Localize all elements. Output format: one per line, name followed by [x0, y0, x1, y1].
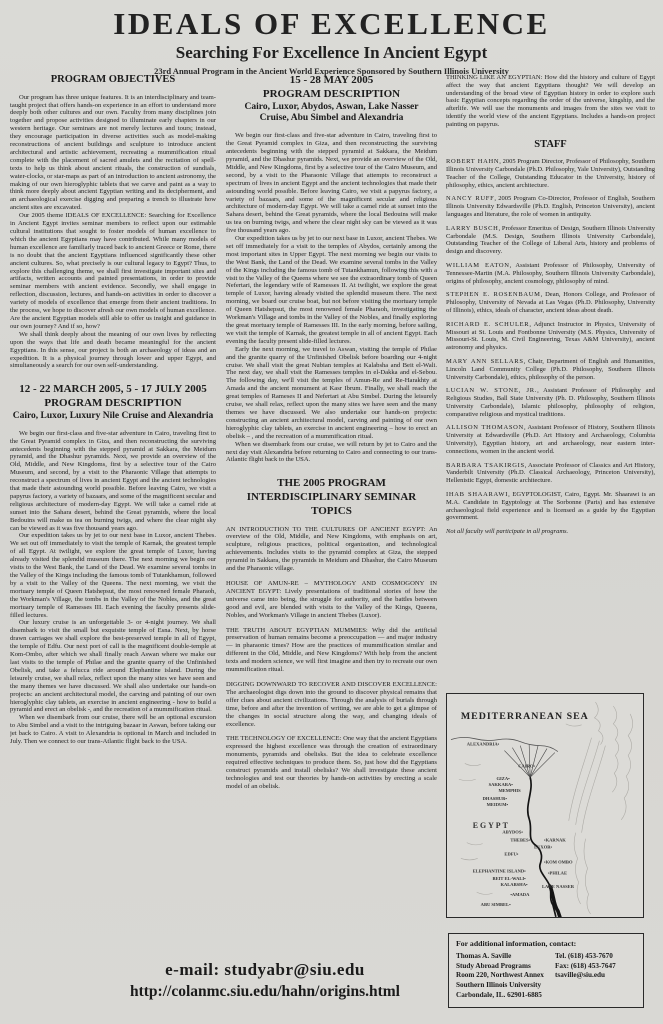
paragraph: Early the next morning, we travel to Aswan, visiting the temple of Philae and the granite quarry of the Unfinished Obelisk before boarding our 4-night cruise. We shall visit the great Nubian temples at Kalabsha and Beit el-Wali. The next day, we shall visit the Ramesses temples in el-Dakka and el-Sebou. The following day, we'll visit the temples of Amun-Re and Re-Harakhty at Amada and the ancient monument at Kasr Ibrum. Finally, we shall reach the great temples of Rameses II and Nefertari at Abu Simbel. During the leisurely cruise, we shall relax, reflect upon the many sites we have seen and the many themes we have discussed. We also undertake our hands-on projects: constructing an ancient architectural model, carving and painting of our own hieroglyphic clay tablets, an exercise in ancient engineering – how to erect an obelisk – , and the recreation of a mummification ritual.	[226, 345, 437, 440]
paragraph: Our program has three unique features. It is an interdisciplinary and team-taught project that offers hands-on experience in an effort to understand more deeply both other cultures and our own. Faculty from many disciplines join together and propose activities designed to illuminate early chapters in our western heritage. Our seminars are not merely lectures and tours; instead, they encourage participation in diverse activities such as model-making reconstructions of ancient buildings and sculpture to introduce ancient architectural and artistic achievement, recreating a mummification ritual complete with the placement of sacred amulets and the recitation of spell-texts to help us think about ancient rituals, the construction of sundials, water-clocks, or star-maps as part of an introduction to ancient astronomy, the making of our own hieroglyphic tablets that we carve and paint as a way to think more deeply about ancient Egyptian writing and its decipherment, and an archaeological exercise digging and preparing a trench to illustrate how ancient sites are excavated.	[10, 93, 216, 212]
section-heading-staff: STAFF	[534, 138, 567, 150]
header	[0, 6, 663, 76]
contact-department: Study Abroad Programs	[456, 961, 531, 970]
seminar-topic: THE TECHNOLOGY OF EXCELLENCE: One way that the ancient Egyptians expressed the highest excellence was through the creation of extraordinary monuments, pyramids and obelisks. But the idea to celebrate excellence required effective techniques to produce them. So, just how did the Egyptians construct pyramids and install obelisks? We shall investigate these ancient technologies and test our theories by hands-on activities by erecting a scale model of an obelisk.	[226, 735, 437, 790]
contact-city: Carbondale, IL. 62901-6885	[456, 990, 542, 999]
map-label: SAKKARA•	[488, 782, 513, 788]
map-label: ABU SIMBEL•	[480, 901, 511, 907]
footer-url: http://colanmc.siu.edu/hahn/origins.html	[129, 983, 400, 1000]
map-label: EDFU•	[504, 851, 519, 857]
paragraph: Our expedition takes us by jet to our next base in Luxor, ancient Thebes. We set off immediately for a visit to the temples of Abydos, certainly among the most important sites in Upper Egypt. The next morning we begin our visits to the West Bank, the Land of the Dead. We examine several tombs in the Valley of the Kings including the famous tomb of Tutankhamun, following this with a visit to the Valley of the Queens where we see the extraordinary tomb of Queen Nefertari, the legendary wife of Ramesses II. At twilight, we explore the great temple of Luxor, having already visited the splendid museum there. The next morning, we board our cruise boat, but not before visiting the mortuary temple of Queen Hatshepsut, the most renowned female Pharaoh, investigating the Workman's Village and tombs in the Valley of the Nobles, and finally exploring the great mortuary temple of Ramesses III. In the early morning, before sailing, we visit the temple of Karnak, the greatest temple in all of ancient Egypt. Each evening the faculty present slide-filled lectures.	[226, 235, 437, 345]
egypt-map	[446, 693, 644, 918]
nile-delta	[504, 745, 554, 778]
map-label: •KOM OMBO	[544, 859, 573, 865]
staff-details: , Adjunct Instructor in Physics, University of Missouri at St. Louis and Fontbonne University (M.S. Physics, University of Missouri-St. Louis, M. Civil Engineering, Texas A&M University), ancient astronomy and physics.	[446, 320, 655, 352]
map-label: THEBES•	[510, 837, 531, 843]
faculty-note: Not all faculty will participate in all programs.	[446, 528, 569, 536]
map-label: LUXOR•	[534, 844, 553, 850]
paragraph: We begin our first-class and five-star adventure in Cairo, traveling first to the Great Pyramid complex in Giza, and then reconstructing the surviving antecedents beginning with the stepped pyramid at Sakkara, the Meidum pyramid, and the Dhashur pyramids. Next, we provide an overview of the Old, Middle, and New Kingdoms, first by a selective tour of the Cairo Museum, and second, by a visit to the Pharaonic Village that attempts to reconstruct a spectrum of lives in ancient Egypt and the ancient technologies that made their astounding world possible. Before leaving Cairo, we visit a papyrus factory, a variety of bazaars, and some of the magnificent secular and religious architecture of modern-day Egypt. We will take a camel ride at sunset into the Sahara desert, behind the Great pyramids, where the local Bedouins will make us tea on burning twigs, and where the clear night sky can be viewed as it was five thousand years ago.	[10, 429, 216, 532]
column-program-objectives	[10, 70, 216, 746]
staff-details: , Associate Professor of Classics and Art History, Vanderbilt University (Ph.D. Classical Archaeology, Princeton University), Hellenistic Egypt, domestic architecture.	[446, 461, 655, 485]
staff-entry	[446, 358, 655, 381]
terrain-sketch	[459, 702, 633, 914]
staff-entry	[446, 195, 655, 218]
staff-name: LUCIAN W. STONE, JR.	[446, 387, 538, 395]
map-label: •AMADA	[510, 892, 530, 898]
footer-email: e-mail: studyabr@siu.edu	[165, 960, 365, 979]
contact-name: Thomas A. Saville	[456, 952, 512, 960]
contact-fax: Fax: (618) 453-7647	[555, 961, 616, 970]
column-may-program	[226, 70, 437, 798]
staff-details: , 2005 Program Director, Professor of Philosophy, Southern Illinois University Carbondale (Ph.D. Philosophy, Yale University), Outstanding Teacher of the College, Outstanding Educator in the University, history of philosophy, ethics, ancient architecture.	[446, 158, 655, 189]
staff-name: WILLIAM EATON	[446, 261, 510, 269]
map-label: MEIDUM•	[486, 801, 509, 807]
map-label: LAKE NASSER	[542, 884, 574, 890]
heading-may-program-description: PROGRAM DESCRIPTION	[262, 87, 401, 100]
seminar-topic: THE TRUTH ABOUT EGYPTIAN MUMMIES: Why did the artificial preservation of human remains become a preoccupation — and major industry — in pharaonic times? How are the practices of mummification similar and different in the Old, Middle, and New Kingdoms? With help from the ancient texts and modern science, we will first imagine and then try to recreate our own mummification ritual.	[226, 626, 437, 674]
seminar-topic: AN INTRODUCTION TO THE CULTURES OF ANCIENT EGYPT: An overview of the Old, Middle, and New Kingdoms, with emphasis on art, sculpture, religious practices, political organization, and technological achievements. Includes visits to the pyramid complex at Giza, the stepped pyramid in Sakkara, the pyramids in Meidum and Dhashur, the Cairo Museum and the Pharaonic village.	[226, 525, 437, 573]
staff-name: IHAB SHAARAWI	[446, 491, 509, 499]
staff-entry	[446, 462, 655, 485]
heading-may-dates: 15 - 28 MAY 2005	[289, 74, 374, 86]
heading-seminar-topics-1: THE 2005 PROGRAM	[277, 477, 386, 490]
paragraph: Our 2005 theme IDEALS OF EXCELLENCE: Searching for Excellence in Ancient Egypt invites seminar members to reflect upon our estimable cultural institutions that sought to foster models of human excellence to which the ancient Egyptians may have contributed. While many models of human excellence are familiarly traced back to ancient Greece or Rome, there is no doubt that the ancient Egyptians influenced significantly these other ancient cultures. So, what precisely is our cultural legacy to Egypt? Thus, to explore this challenging theme, we shall first investigate important sites and artifacts, written accounts and painted presentations, in order to provide seminar members with ancient evidence. Secondly, we shall engage in reflection, discussion, lectures, and hands-on activities in order to discover a variety of models of excellence that emerge from their ancient traditions. In the process, we hope to discover afresh our own models of human excellence. Are the ancient Egyptian models still able to offer us insight and guidance in our own journey? And if so, how?	[10, 212, 216, 330]
staff-entry	[446, 225, 655, 256]
footer	[40, 960, 490, 1001]
staff-details: , Professor Emeritus of Design, Southern Illinois University Carbondale (M.S. Design, Southern Illinois University Carbondale), Outstanding Teacher of the College of Liberal Arts, history and problems of design and discovery.	[446, 224, 655, 256]
staff-entry	[446, 321, 655, 352]
map-label: ABYDOS•	[502, 829, 523, 835]
staff-details: , Assistant Professor of Philosophy, University of Tennessee-Martin (M.A. Philosophy, Southern Illinois University Carbondale), origins of philosophy, ancient cosmology, philosophy of mind.	[446, 261, 655, 285]
staff-name: BARBARA TSAKIRGIS	[446, 461, 525, 469]
paragraph: Our luxury cruise is an unforgettable 3- or 4-night journey. We shall disembark to visit the small but exquisite temple of Esna. Next, by horse drawn carriages we shall explore the best-preserved temple in all of Egypt, the temple of Edfu. Our next port of call is the magnificent double-temple at Kom-Ombo, after which we shall finally reach Aswan where we make our last visits to the temple of Philae and the granite quarry of the Unfinished Obelisk, and take a felucca ride around Elephantine island. During the leisurely cruise, we shall relax, reflect upon the many sites we have seen and the many themes we have discussed. We shall also undertake our hands-on projects: an ancient architectural model, the carving and painting of our own hieroglyphic clay tablets, an exercise in ancient engineering - how to build a pyramid and erect an obelisk -, and the recreation of a mummification ritual.	[10, 619, 216, 714]
staff-entry	[446, 262, 655, 285]
page-title: IDEALS OF EXCELLENCE	[113, 6, 550, 41]
map-label: GIZA•	[496, 776, 510, 782]
staff-entry	[446, 291, 655, 314]
page-subtitle: Searching For Excellence In Ancient Egypt	[175, 43, 488, 62]
paragraph: We shall think deeply about the meaning of our own lives by reflecting upon the ways that life and death became meaningful for the ancient Egyptians. In this sense, our project is both an archaeology of ideas and an expedition. It is a physical journey through lower and upper Egypt, and simultaneously a search for our own self-understanding.	[10, 330, 216, 370]
staff-entry	[446, 424, 655, 455]
seminar-topic: HOUSE OF AMUN-RE – MYTHOLOGY AND COSMOGONY IN ANCIENT EGYPT: Lively presentations of traditional stories of how the universe came into being, the struggle for authority, and the battles between good and evil, are blended with visits to the Valley of the Kings, Queens, Nobles, and Workman's Village in ancient Thebes (Luxor).	[226, 580, 437, 619]
heading-may-route-1: Cairo, Luxor, Abydos, Aswan, Lake Nasser	[244, 101, 419, 112]
paragraph: When we disembark from our cruise, we will return by jet to Cairo and the next day visit Alexandria before returning to Cairo and connecting to our trans-Atlantic flight back to the USA.	[226, 440, 437, 464]
staff-name: STEPHEN E. ROSENBAUM	[446, 291, 541, 299]
seminar-topic-thinking: THINKING LIKE AN EGYPTIAN: How did the history and culture of Egypt affect the way that ancient Egyptians thought? We will develop an understanding of the broad view of Egyptian history in order to explore such basic Egyptian concepts regarding the order of the universe, kingship, and the afterlife. We will use the monuments and images from the sites we visit to identify the world view of the ancient Egyptians. Includes a hands-on project painting on papyrus.	[446, 74, 655, 128]
contact-phones	[555, 952, 636, 1001]
staff-name: NANCY RUFF	[446, 195, 495, 203]
map-label: •KARNAK	[544, 837, 566, 843]
map-label: DHASHUR•	[482, 796, 507, 802]
map-label: ALEXANDRIA•	[466, 741, 500, 747]
staff-name: MARY ANN SELLARS	[446, 357, 524, 365]
paragraph: When we disembark from our cruise, there will be an optional excursion to Abu Simbel and a visit to the intriguing bazaar in Aswan, before taking our jet back to Cairo. A visit to Alexandria is optional in March and included in July. Then we connect to our trans-Atlantic flight back to the USA.	[10, 714, 216, 746]
map-label: CAIRO•	[518, 763, 536, 769]
staff-details: , EGYPTOLOGIST, Cairo, Egypt. Mr. Shaarawi is an M.A. Candidate in Egyptology at The Sorbonne (Paris) and has extensive archaeological field experience and is licensed as a guide by the Egyptian government.	[446, 491, 655, 522]
paragraph: We begin our first-class and five-star adventure in Cairo, traveling first to the Great Pyramid complex in Giza, and then reconstructing the surviving antecedents beginning with the stepped pyramid at Sakkara, the Meidum pyramid, and the Dhashur pyramids. Next, we provide an overview of the Old, Middle, and New Kingdoms, first by a selective tour of the Cairo Museum, and second, by a visit to the Pharaonic Village that attempts to reconstruct a spectrum of lives in ancient Egypt and the ancient technologies that made their astounding world possible. Before leaving Cairo, we visit a papyrus factory, a variety of bazaars, and some of the magnificent secular and religious architecture of modern-day Egypt. We will take a camel ride at sunset into the Sahara desert, behind the Great pyramids, where the local Bedouins will make us tea on burning twigs, and where the clear night sky can be viewed as it was five thousand years ago.	[226, 132, 437, 235]
paragraph: Our expedition takes us by jet to our next base in Luxor, ancient Thebes. We set out off immediately to visit the temple of Karnak, the greatest temple of all Egypt. At twilight, we explore the great temple of Luxor, having already visited the splendid museum there. The next morning we begin our visits to the West Bank, the Land of the Dead. We examine several tombs in the Valley of the Kings including the famous tomb of Tutankhamun, followed by a visit to the Valley of the Queens. The next morning, we visit the mortuary temple of Queen Hatshepsut, the most renowned female Pharaoh, the Workman's Village, the tombs in the Valley of the Nobles, and the great mortuary temple of Ramesses III. Each evening the faculty presents slide-filled lectures.	[10, 532, 216, 619]
staff-entry	[446, 158, 655, 189]
staff-name: ROBERT HAHN	[446, 158, 500, 166]
contact-heading: For additional information, contact:	[456, 939, 577, 948]
column-staff	[446, 70, 655, 543]
map-label: BEIT EL-WALI•	[492, 876, 526, 882]
section-heading-program-objectives: PROGRAM OBJECTIVES	[50, 74, 176, 85]
staff-details: , Chair, Department of English and Humanities, Lincoln Land Community College (Ph.D. Philosophy, Southern Illinois University Carbondale), ethics, philosophy of the person.	[446, 357, 655, 381]
page-tagline: 23rd Annual Program in the Ancient World Experience Sponsored by Southern Illinois University	[154, 66, 509, 76]
staff-name: RICHARD E. SCHULER	[446, 320, 530, 328]
contact-tel: Tel. (618) 453-7670	[555, 952, 613, 960]
staff-details: , Assistant Professor of History, Southern Illinois University at Edwardsville (Ph.D. Art History and Archaeology, Columbia University), Egyptian history, art and archaeology, near eastern inter-connections, women in the ancient world.	[446, 424, 655, 455]
heading-march-route: Cairo, Luxor, Luxury Nile Cruise and Alexandria	[12, 410, 214, 421]
seminar-topic: DIGGING DOWNWARD TO RECOVER AND DISCOVER EXCELLENCE: The archaeologist digs down into the ground to discover physical remains that offer clues about ancient civilizations. Through the analysis of burials through time, before and after the invention of writing, we are able to get a glimpse of the changes in social structure along the way, and changing ideals of excellence.	[226, 680, 437, 728]
heading-march-july-dates: 12 - 22 MARCH 2005, 5 - 17 JULY 2005	[19, 383, 207, 396]
heading-march-program-description: PROGRAM DESCRIPTION	[44, 397, 182, 410]
map-label: •PHILAE	[547, 870, 568, 876]
heading-seminar-topics-2: INTERDISCIPLINARY SEMINAR TOPICS	[246, 491, 417, 517]
staff-entry	[446, 491, 655, 522]
contact-room: Room 220, Northwest Annex	[456, 971, 544, 980]
heading-may-route-2: Cruise, Abu Simbel and Alexandria	[259, 113, 404, 124]
staff-name: LARRY BUSCH	[446, 224, 499, 232]
staff-details: , Assistant Professor of Philosophy and Religious Studies, Ball State University (Ph. D. Philosophy, Southern Illinois University Carbondale), Islamic philosophy, philosophy of religion, comparative religious and mystical traditions.	[446, 387, 655, 418]
map-label: ELEPHANTINE ISLAND•	[472, 868, 526, 874]
contact-university: Southern Illinois University	[456, 981, 542, 990]
map-label-egypt: EGYPT	[472, 820, 510, 830]
map-label: KALABSHA•	[500, 882, 528, 888]
staff-details: , Dean, Honors College, and Professor of Philosophy, University of Nevada at Las Vegas (Ph.D. Philosophy, University of Illinois), ethics, ideals of character, ancient ideas about death.	[446, 291, 655, 314]
staff-name: ALLISON THOMASON	[446, 424, 524, 432]
map-label-mediterranean-sea: MEDITERRANEAN SEA	[460, 710, 589, 722]
contact-email: tsaville@siu.edu	[555, 971, 606, 980]
staff-details: , 2005 Program Co-Director, Professor of English, Southern Illinois University Edwardsville (Ph.D. English, Princeton University), ancient languages and literature, the role of women in antiquity.	[446, 195, 655, 218]
staff-entry	[446, 387, 655, 418]
map-label: MEMPHIS	[498, 788, 521, 794]
egypt-map-drawing	[447, 694, 643, 917]
